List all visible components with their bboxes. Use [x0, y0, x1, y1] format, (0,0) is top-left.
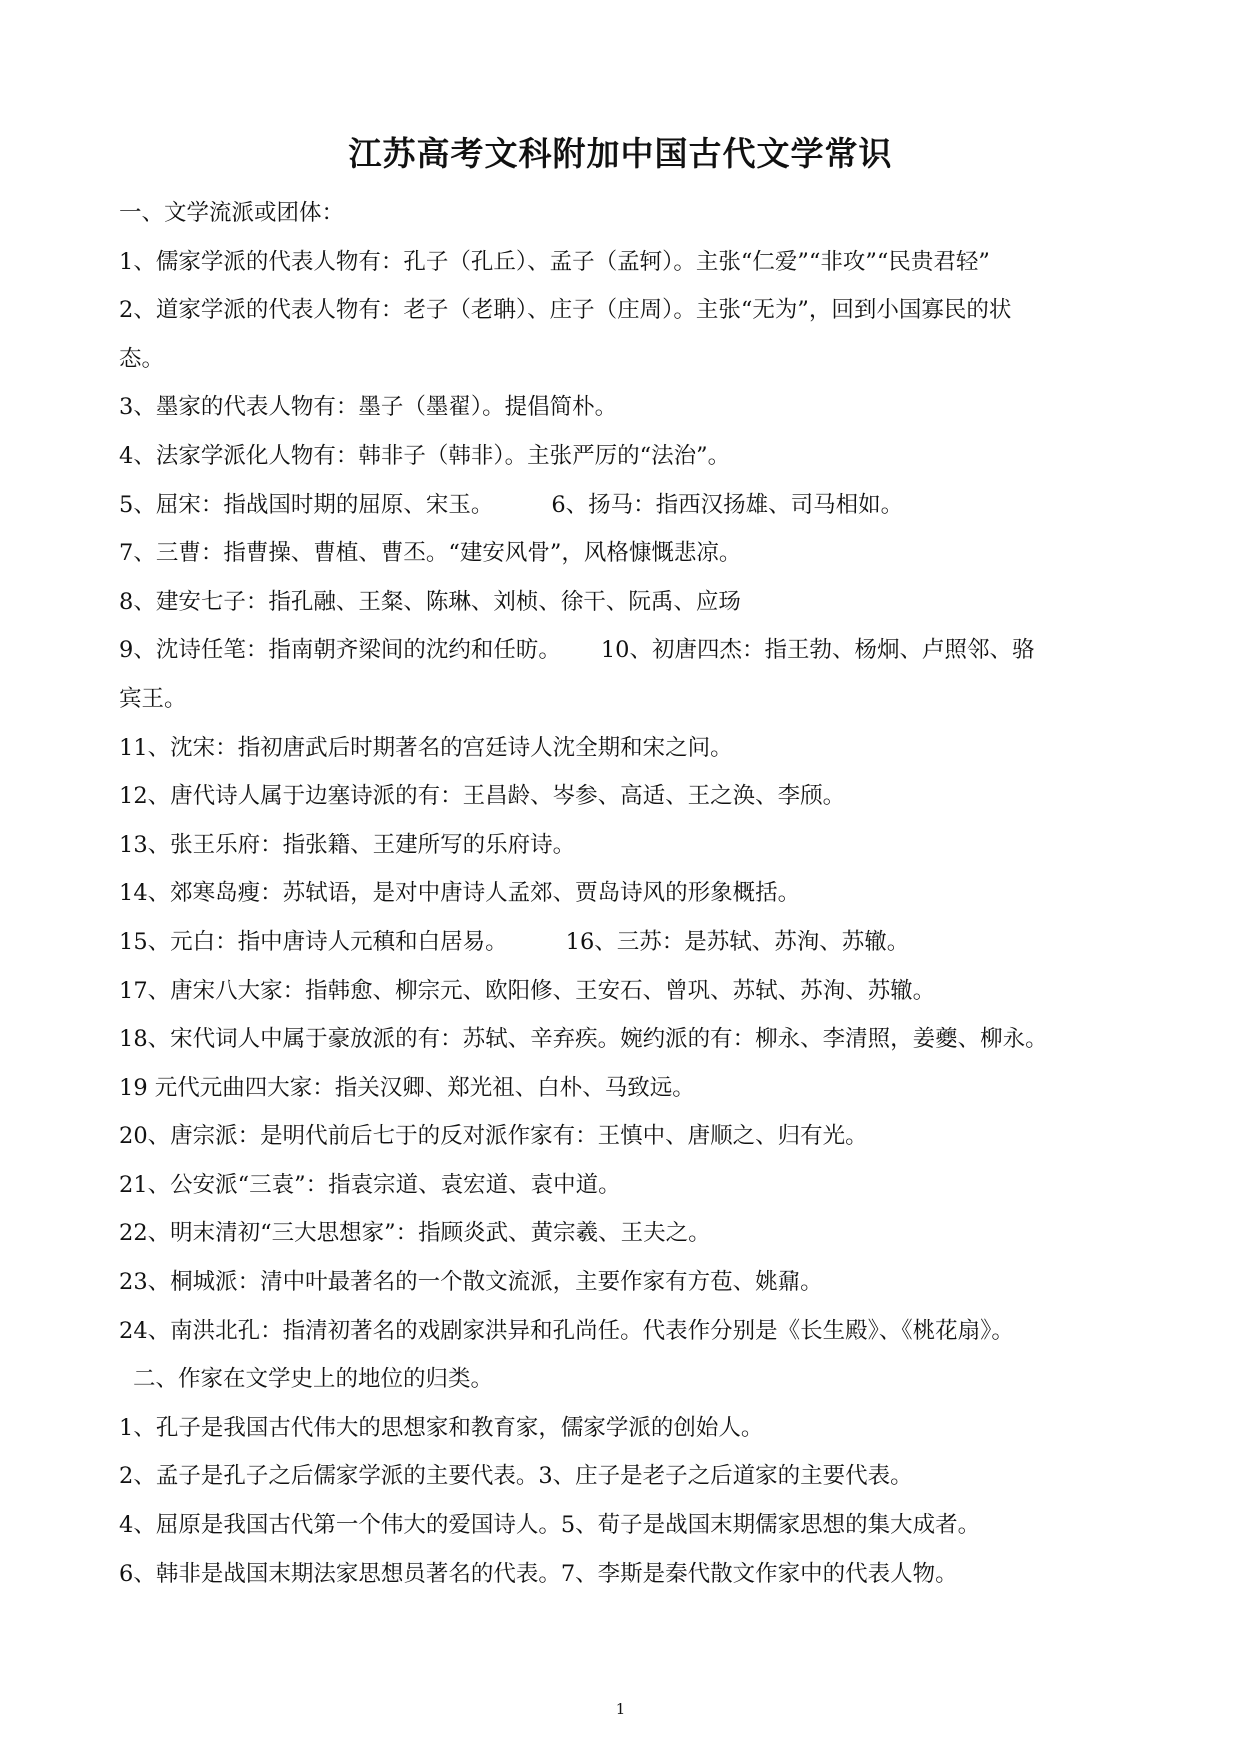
document-title: 江苏高考文科附加中国古代文学常识	[348, 134, 893, 173]
paragraph-line: 宾王。	[119, 685, 187, 712]
paragraph-line: 23、桐城派：清中叶最著名的一个散文流派，主要作家有方苞、姚鼐。	[119, 1269, 823, 1296]
document-body	[119, 189, 1129, 1598]
section-heading-2: 二、作家在文学史上的地位的归类。	[133, 1366, 494, 1393]
item-text: 10、初唐四杰：指王勃、杨炯、卢照邻、骆	[600, 637, 1035, 664]
section-heading-1: 一、文学流派或团体：	[119, 200, 345, 226]
paragraph-line: 1、孔子是我国古代伟大的思想家和教育家，儒家学派的创始人。	[119, 1414, 764, 1441]
paragraph-line: 21、公安派“三袁”：指袁宗道、袁宏道、袁中道。	[119, 1171, 621, 1198]
paragraph-line	[119, 481, 1129, 530]
paragraph-line: 2、道家学派的代表人物有：老子（老聃）、庄子（庄周）。主张“无为”，回到小国寡民的状	[119, 297, 1012, 324]
paragraph-line: 1、儒家学派的代表人物有：孔子（孔丘）、孟子（孟轲）。主张“仁爱”“非攻”“民贵君轻”	[119, 248, 990, 275]
paragraph-line: 19 元代元曲四大家：指关汉卿、郑光祖、白朴、马致远。	[119, 1074, 695, 1101]
paragraph-line: 4、屈原是我国古代第一个伟大的爱国诗人。5、荀子是战国末期儒家思想的集大成者。	[119, 1512, 981, 1539]
paragraph-line: 22、明末清初“三大思想家”：指顾炎武、黄宗羲、王夫之。	[119, 1220, 711, 1247]
paragraph-line: 2、孟子是孔子之后儒家学派的主要代表。3、庄子是老子之后道家的主要代表。	[119, 1463, 913, 1490]
paragraph-line	[119, 918, 1129, 967]
paragraph-line: 8、建安七子：指孔融、王粲、陈琳、刘桢、徐干、阮禹、应玚	[119, 588, 741, 615]
item-text: 9、沈诗任笔：指南朝齐梁间的沈约和任昉。	[119, 637, 561, 664]
item-text: 16、三苏：是苏轼、苏洵、苏辙。	[565, 928, 910, 955]
paragraph-line: 4、法家学派化人物有：韩非子（韩非）。主张严厉的“法治”。	[119, 442, 731, 469]
paragraph-line: 7、三曹：指曹操、曹植、曹丕。“建安风骨”，风格慷慨悲凉。	[119, 540, 742, 567]
paragraph-line: 12、唐代诗人属于边塞诗派的有：王昌龄、岑参、高适、王之涣、李颀。	[119, 783, 846, 810]
paragraph-line: 11、沈宋：指初唐武后时期著名的宫廷诗人沈全期和宋之问。	[119, 734, 733, 761]
paragraph-line: 17、唐宋八大家：指韩愈、柳宗元、欧阳修、王安石、曾巩、苏轼、苏洵、苏辙。	[119, 977, 936, 1004]
item-text: 15、元白：指中唐诗人元稹和白居易。	[119, 928, 508, 955]
paragraph-line: 14、郊寒岛瘦：苏轼语，是对中唐诗人孟郊、贾岛诗风的形象概括。	[119, 880, 801, 907]
paragraph-line: 13、张王乐府：指张籍、王建所写的乐府诗。	[119, 831, 576, 858]
paragraph-line: 态。	[119, 345, 165, 372]
paragraph-line	[119, 626, 1129, 675]
paragraph-line: 18、宋代词人中属于豪放派的有：苏轼、辛弃疾。婉约派的有：柳永、李清照，姜夔、柳永。	[119, 1026, 1048, 1053]
paragraph-line: 3、墨家的代表人物有：墨子（墨翟）。提倡简朴。	[119, 394, 618, 421]
paragraph-line: 20、唐宗派：是明代前后七于的反对派作家有：王慎中、唐顺之、归有光。	[119, 1123, 868, 1150]
item-text: 5、屈宋：指战国时期的屈原、宋玉。	[119, 491, 494, 518]
page-number: 1	[615, 1700, 626, 1718]
paragraph-line: 6、韩非是战国末期法家思想员著名的代表。7、李斯是秦代散文作家中的代表人物。	[119, 1560, 958, 1587]
item-text: 6、扬马：指西汉扬雄、司马相如。	[551, 491, 904, 518]
paragraph-line: 24、南洪北孔：指清初著名的戏剧家洪异和孔尚任。代表作分别是《长生殿》、《桃花扇》。	[119, 1317, 1014, 1344]
